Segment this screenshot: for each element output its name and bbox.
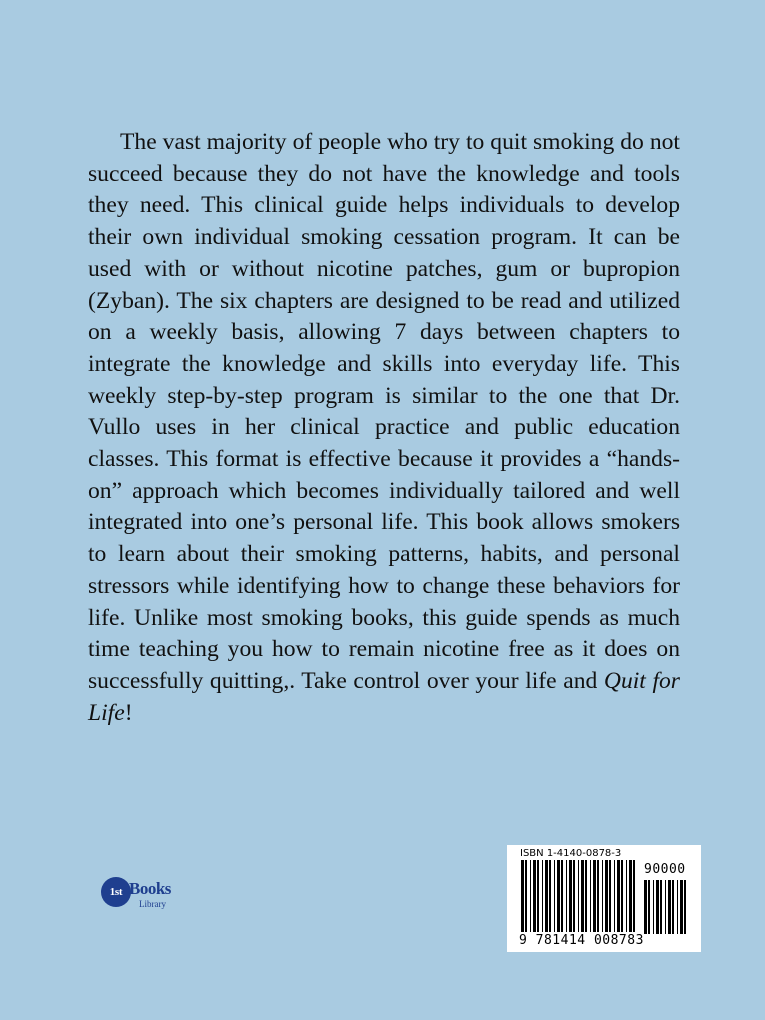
barcode-bar (542, 860, 543, 932)
barcode-bar (525, 860, 527, 932)
ean-number: 9 781414 008783 (519, 933, 644, 948)
barcode-bar (554, 860, 555, 932)
barcode-bar (648, 880, 650, 934)
barcode-bar (578, 860, 579, 932)
publisher-seal: 1st (101, 877, 131, 907)
barcode-bar (537, 860, 539, 932)
blurb-end: ! (124, 699, 133, 726)
barcode-bar (617, 860, 620, 932)
blurb-title-emphasis: Quit for Life (88, 667, 680, 726)
isbn-number: ISBN 1-4140-0878-3 (520, 848, 622, 859)
barcode-bar (593, 860, 596, 932)
barcode-bar (644, 880, 647, 934)
barcode-bar (684, 880, 686, 934)
publisher-sub: Library (139, 899, 166, 909)
barcode-bar (609, 860, 611, 932)
isbn-barcode (507, 845, 701, 952)
publisher-logo (101, 875, 185, 915)
barcode-bar (653, 880, 654, 934)
barcode-bar (566, 860, 567, 932)
back-cover-blurb (88, 127, 680, 729)
barcode-bar (665, 880, 666, 934)
barcode-bar (621, 860, 623, 932)
publisher-name: Books (129, 879, 171, 898)
barcode-bar (602, 860, 603, 932)
barcode-bar (590, 860, 591, 932)
barcode-bar (633, 860, 635, 932)
barcode-bar (581, 860, 584, 932)
barcode-bar (660, 880, 662, 934)
barcode-bar (545, 860, 548, 932)
barcode-bar (614, 860, 615, 932)
barcode-bar (629, 860, 632, 932)
barcode-bar (573, 860, 575, 932)
barcode-bar (585, 860, 587, 932)
barcode-bar (597, 860, 599, 932)
barcode-bar (530, 860, 531, 932)
barcode-bar (533, 860, 536, 932)
barcode-bars (519, 860, 691, 934)
price-code: 90000 (644, 862, 686, 877)
barcode-bar (656, 880, 659, 934)
barcode-bar (561, 860, 563, 932)
barcode-bar (569, 860, 572, 932)
barcode-bar (677, 880, 678, 934)
barcode-bar (626, 860, 627, 932)
barcode-bar (605, 860, 608, 932)
blurb-body: The vast majority of people who try to quit smoking do not succeed because they do not have the knowledge and tools they need. This clinical guide helps individuals to develop their own individual smoking cessation program. It can be used with or without nicotine patches, gum or bupropion (Zyban). The six chapters are designed to be read and utilized on a weekly basis, allowing 7 days between chapters to integrate the knowledge and skills into everyday life. This weekly step-by-step program is similar to the one that Dr. Vullo uses in her clinical practice and public education classes. This format is effective because it provides a “hands-on” approach which becomes individually tailored and well integrated into one’s personal life. This book allows smokers to learn about their smoking patterns, habits, and personal stressors while identifying how to change these behaviors for life. Unlike most smoking books, this guide spends as much time teaching you how to remain nicotine free as it does on successfully quitting,. Take control over your life and (88, 129, 680, 694)
barcode-bar (672, 880, 674, 934)
barcode-bar (549, 860, 551, 932)
barcode-bar (680, 880, 683, 934)
barcode-bar (557, 860, 560, 932)
barcode-bar (521, 860, 524, 932)
barcode-bar (668, 880, 671, 934)
